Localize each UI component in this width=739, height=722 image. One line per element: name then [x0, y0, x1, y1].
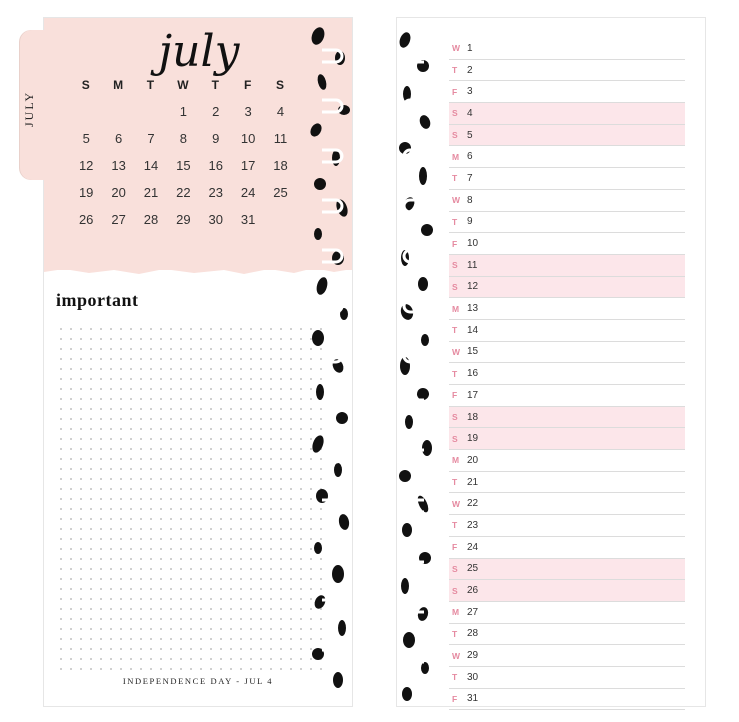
weekday-label: S: [276, 78, 286, 92]
day-letter: T: [452, 520, 458, 531]
day-letter: W: [452, 195, 461, 206]
calendar-day-cell: 20: [111, 185, 126, 200]
calendar-week-row: [70, 158, 310, 185]
day-row[interactable]: [449, 428, 685, 450]
day-number: 25: [467, 563, 479, 575]
day-row[interactable]: [449, 60, 685, 82]
weekday-label: T: [211, 78, 220, 92]
day-number: 21: [467, 476, 479, 488]
calendar-day-cell: 7: [147, 131, 155, 146]
calendar-day-cell: 12: [78, 158, 94, 173]
day-row[interactable]: [449, 407, 685, 429]
day-row[interactable]: [449, 81, 685, 103]
dot-grid-notes-area[interactable]: [56, 324, 326, 670]
day-row[interactable]: [449, 493, 685, 515]
day-number: 3: [467, 86, 473, 98]
month-tab-label: JULY: [22, 90, 36, 128]
day-letter: W: [452, 346, 461, 357]
day-number: 10: [467, 238, 479, 250]
day-letter: T: [452, 628, 458, 639]
calendar-day-cell: 27: [111, 212, 126, 227]
calendar-day-cell: 24: [240, 185, 256, 200]
calendar-day-cell: 8: [179, 131, 187, 146]
day-number: 9: [467, 216, 473, 228]
day-number: 26: [467, 585, 479, 597]
weekday-header-row: [70, 78, 310, 92]
day-row[interactable]: [449, 580, 685, 602]
day-letter: F: [452, 86, 458, 97]
calendar-day-cell: 25: [273, 185, 288, 200]
calendar-day-cell: 9: [212, 131, 220, 146]
day-number: 6: [467, 151, 473, 163]
calendar-day-cell: 2: [212, 104, 220, 119]
calendar-day-cell: 1: [179, 104, 187, 119]
day-number: 28: [467, 628, 479, 640]
calendar-day-cell: 21: [143, 185, 159, 200]
day-row[interactable]: [449, 103, 685, 125]
calendar-grid: [70, 104, 310, 239]
day-letter: S: [452, 412, 458, 423]
day-letter: T: [452, 65, 458, 76]
day-number: 12: [467, 281, 479, 293]
day-row[interactable]: [449, 342, 685, 364]
torn-paper-edge: [44, 264, 352, 278]
calendar-day-cell: 3: [244, 104, 252, 119]
day-letter: T: [452, 368, 458, 379]
calendar-day-cell: 5: [82, 131, 90, 146]
day-letter: S: [452, 563, 458, 574]
day-row[interactable]: [449, 277, 685, 299]
notes-heading: important: [56, 290, 139, 310]
day-letter: M: [452, 455, 460, 466]
day-row[interactable]: [449, 472, 685, 494]
day-letter: T: [452, 173, 458, 184]
calendar-day-cell: 16: [208, 158, 223, 173]
day-letter: S: [452, 433, 458, 444]
day-letter: M: [452, 303, 460, 314]
day-letter: W: [452, 498, 461, 509]
day-letter: T: [452, 325, 458, 336]
calendar-day-cell: 19: [78, 185, 94, 200]
day-number: 8: [467, 194, 473, 206]
calendar-day-cell: [102, 104, 134, 131]
day-number: 27: [467, 606, 479, 618]
daily-list: [449, 38, 685, 710]
day-number: 7: [467, 172, 473, 184]
day-letter: S: [452, 260, 458, 271]
day-number: 17: [467, 389, 479, 401]
day-number: 16: [467, 368, 479, 380]
day-row[interactable]: [449, 689, 685, 711]
day-row[interactable]: [449, 645, 685, 667]
calendar-week-row: [70, 185, 310, 212]
calendar-day-cell: [70, 104, 102, 131]
day-letter: T: [452, 216, 458, 227]
calendar-day-cell: 23: [208, 185, 223, 200]
day-number: 30: [467, 671, 479, 683]
day-letter: F: [452, 542, 458, 553]
day-letter: S: [452, 108, 458, 119]
day-row[interactable]: [449, 212, 685, 234]
calendar-day-cell: 29: [176, 212, 191, 227]
binding-rings-right: [398, 0, 428, 688]
month-title: july: [158, 26, 240, 77]
daily-list-page: [397, 18, 705, 706]
calendar-day-cell: 6: [114, 131, 123, 146]
calendar-week-row: [70, 104, 310, 131]
day-number: 1: [467, 42, 473, 54]
day-letter: F: [452, 693, 458, 704]
day-letter: S: [452, 130, 458, 141]
day-number: 19: [467, 433, 479, 445]
day-row[interactable]: [449, 190, 685, 212]
day-letter: T: [452, 672, 458, 683]
calendar-day-cell: 4: [276, 104, 285, 119]
monthly-calendar-page: [44, 18, 352, 706]
day-row[interactable]: [449, 624, 685, 646]
holiday-footer: INDEPENDENCE DAY - JUL 4: [122, 676, 274, 686]
day-number: 23: [467, 519, 479, 531]
day-letter: S: [452, 585, 458, 596]
day-row[interactable]: [449, 320, 685, 342]
day-number: 29: [467, 650, 479, 662]
day-letter: M: [452, 151, 460, 162]
day-row[interactable]: [449, 385, 685, 407]
calendar-day-cell: [135, 104, 167, 131]
calendar-week-row: [70, 212, 310, 239]
day-letter: M: [452, 607, 460, 618]
day-letter: F: [452, 390, 458, 401]
binding-rings-left: [318, 0, 348, 688]
day-row[interactable]: [449, 255, 685, 277]
calendar-day-cell: 17: [240, 158, 256, 173]
calendar-day-cell: 10: [240, 131, 256, 146]
calendar-day-cell: 18: [273, 158, 288, 173]
day-row[interactable]: [449, 233, 685, 255]
calendar-day-cell: [264, 212, 296, 239]
day-number: 4: [467, 107, 473, 119]
day-number: 11: [467, 259, 478, 271]
calendar-week-row: [70, 131, 310, 158]
day-number: 5: [467, 129, 473, 141]
weekday-label: S: [81, 78, 91, 92]
day-row[interactable]: [449, 363, 685, 385]
day-row[interactable]: [449, 38, 685, 60]
day-row[interactable]: [449, 559, 685, 581]
day-row[interactable]: [449, 450, 685, 472]
day-row[interactable]: [449, 602, 685, 624]
day-number: 31: [467, 693, 479, 705]
day-row[interactable]: [449, 667, 685, 689]
calendar-day-cell: 31: [240, 212, 256, 227]
weekday-label: F: [243, 78, 253, 92]
day-row[interactable]: [449, 537, 685, 559]
day-row[interactable]: [449, 168, 685, 190]
day-row[interactable]: [449, 298, 685, 320]
day-letter: T: [452, 477, 458, 488]
day-number: 20: [467, 454, 479, 466]
calendar-day-cell: 30: [208, 212, 223, 227]
day-letter: W: [452, 43, 461, 54]
day-number: 22: [467, 498, 479, 510]
calendar-day-cell: 13: [111, 158, 126, 173]
calendar-day-cell: 26: [78, 212, 94, 227]
day-letter: S: [452, 281, 458, 292]
calendar-day-cell: 11: [273, 131, 288, 146]
day-row[interactable]: [449, 146, 685, 168]
weekday-label: T: [146, 78, 156, 92]
day-number: 15: [467, 346, 479, 358]
day-number: 14: [467, 324, 479, 336]
calendar-day-cell: 28: [143, 212, 159, 227]
day-number: 13: [467, 303, 479, 315]
day-row[interactable]: [449, 515, 685, 537]
day-letter: F: [452, 238, 458, 249]
day-row[interactable]: [449, 125, 685, 147]
weekday-label: M: [113, 78, 125, 92]
day-number: 24: [467, 541, 479, 553]
calendar-day-cell: 15: [176, 158, 191, 173]
day-number: 18: [467, 411, 479, 423]
weekday-label: W: [177, 78, 190, 92]
calendar-day-cell: 22: [176, 185, 191, 200]
day-number: 2: [467, 64, 473, 76]
day-letter: W: [452, 650, 461, 661]
calendar-day-cell: 14: [143, 158, 159, 173]
